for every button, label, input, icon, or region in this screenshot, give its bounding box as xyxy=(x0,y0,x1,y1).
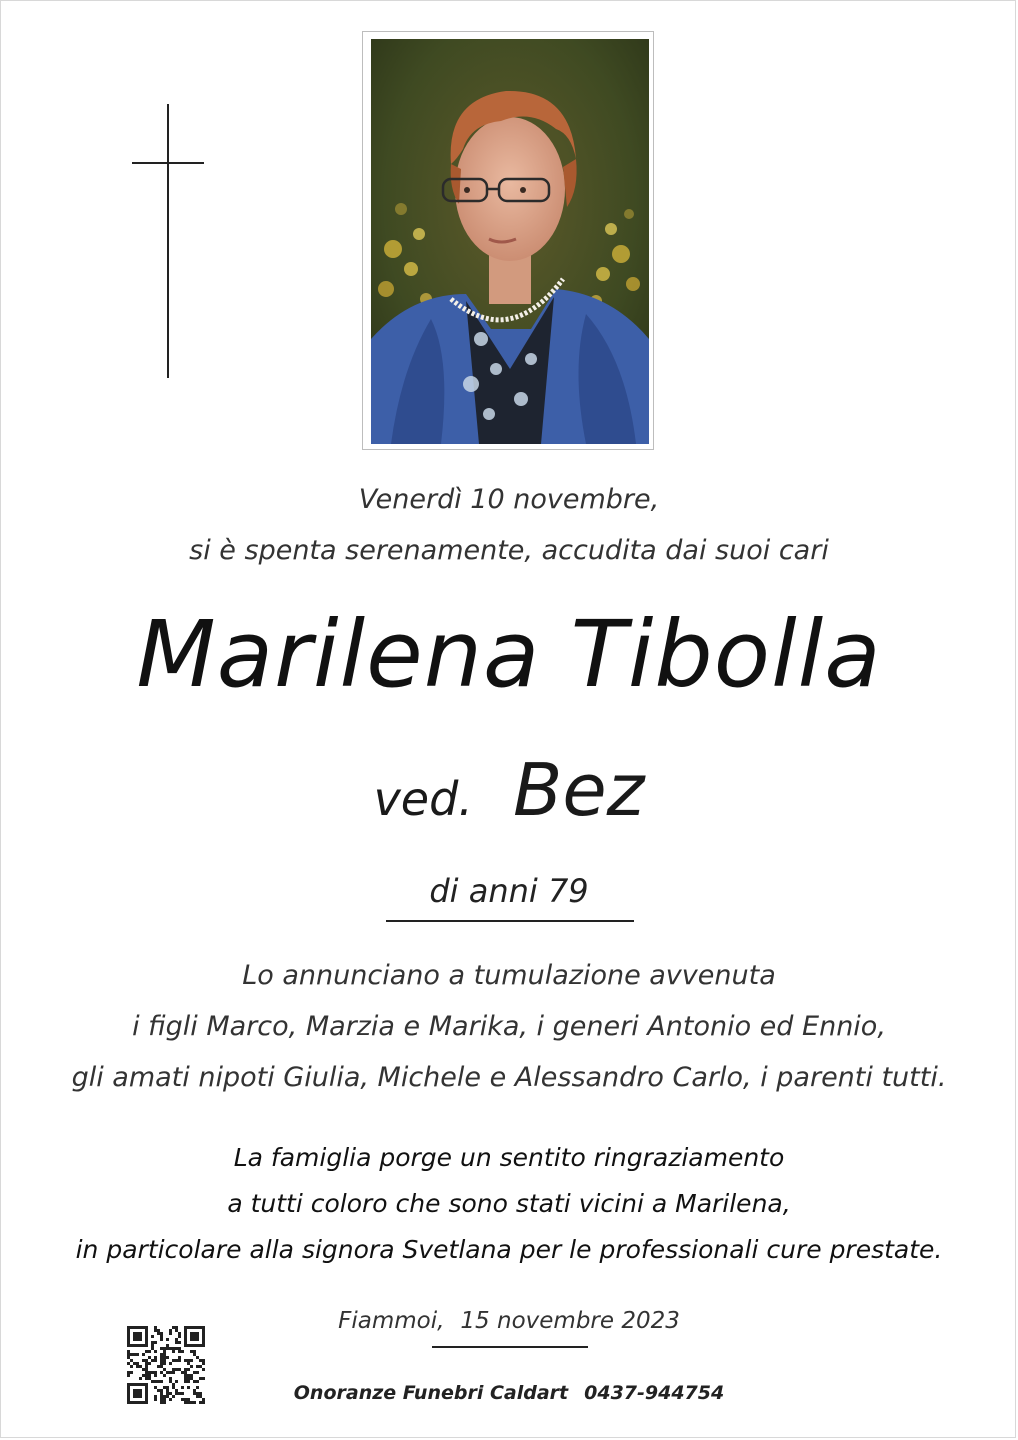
portrait-frame xyxy=(362,31,654,450)
thanks-text xyxy=(0,1135,1018,1273)
thanks-line-1: La famiglia porge un sentito ringraziamento xyxy=(233,1143,785,1172)
widow-label: ved. xyxy=(373,772,473,826)
cross-icon xyxy=(132,104,204,378)
thanks-line-2: a tutti coloro che sono stati vicini a Marilena, xyxy=(227,1189,791,1218)
married-name-row xyxy=(0,748,1018,838)
notice-date: 15 novembre 2023 xyxy=(460,1308,680,1334)
agency-phone: 0437-944754 xyxy=(584,1382,725,1404)
intro-text xyxy=(0,474,1018,576)
intro-line-2: si è spenta serenamente, accudita dai suoi cari xyxy=(189,535,829,566)
qr-code-icon[interactable] xyxy=(127,1326,205,1404)
announcement-line-3: gli amati nipoti Giulia, Michele e Alessandro Carlo, i parenti tutti. xyxy=(71,1062,947,1093)
place-name: Fiammoi, xyxy=(338,1308,445,1334)
cross-horizontal-bar xyxy=(132,162,204,164)
announcement-line-2: i figli Marco, Marzia e Marika, i generi Antonio ed Ennio, xyxy=(132,1011,886,1042)
agency-name: Onoranze Funebri Caldart xyxy=(293,1382,569,1404)
married-name: Bez xyxy=(512,748,645,832)
age-text: di anni 79 xyxy=(429,872,589,910)
announcement-line-1: Lo annunciano a tumulazione avvenuta xyxy=(242,960,776,991)
age-divider xyxy=(386,920,634,922)
intro-line-1: Venerdì 10 novembre, xyxy=(358,484,660,515)
announcement-text xyxy=(0,950,1018,1103)
thanks-line-3: in particolare alla signora Svetlana per le professionali cure prestate. xyxy=(75,1235,943,1264)
date-divider xyxy=(432,1346,588,1348)
deceased-name: Marilena Tibolla xyxy=(136,601,882,708)
cross-vertical-bar xyxy=(167,104,169,378)
portrait-photo xyxy=(371,39,649,444)
